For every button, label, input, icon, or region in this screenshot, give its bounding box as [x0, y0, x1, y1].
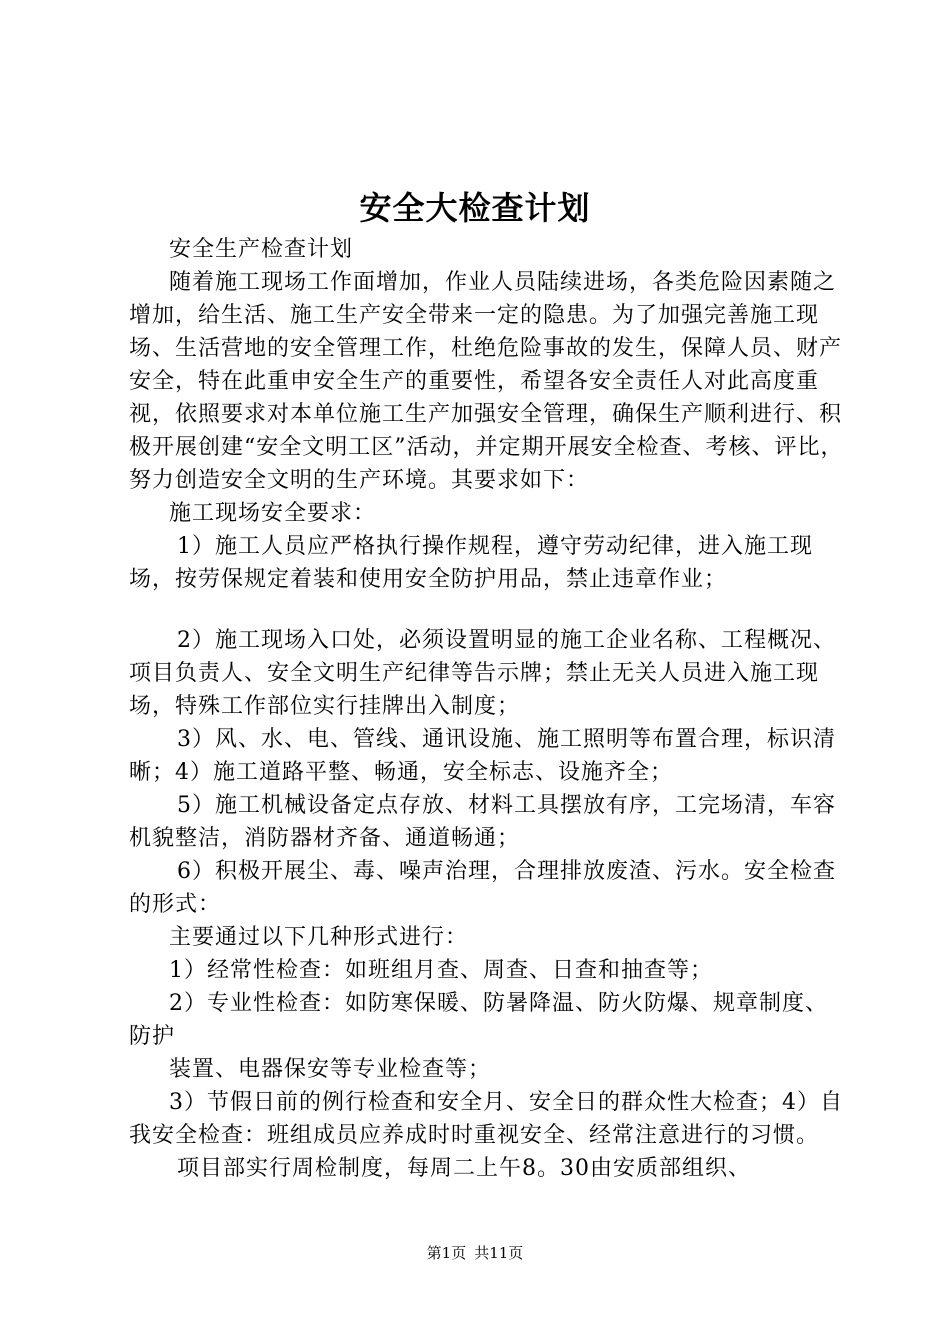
document-body — [129, 233, 849, 1185]
paragraph-item-5: 5）施工机械设备定点存放、材料工具摆放有序，工完场清，车容机貌整洁，消防器材齐备、通道畅通； — [129, 793, 836, 851]
paragraph-weekly-check: 项目部实行周检制度，每周二上午8。30由安质部组织、 — [177, 1156, 751, 1181]
paragraph-form-1: 1）经常性检查：如班组月查、周查、日查和抽查等； — [169, 958, 713, 983]
paragraph-item-1: 1）施工人员应严格执行操作规程，遵守劳动纪律，进入施工现场，按劳保规定着装和使用安全防护用品，禁止违章作业； — [129, 534, 813, 592]
paragraph-item-6: 6）积极开展尘、毒、噪声治理，合理排放废渣、污水。安全检查的形式： — [129, 859, 836, 917]
page-footer — [0, 1243, 950, 1263]
paragraph-form-2-cont: 装置、电器保安等专业检查等； — [169, 1057, 492, 1082]
paragraph-subtitle: 安全生产检查计划 — [169, 237, 354, 262]
paragraph-form-3-4: 3）节假日前的例行检查和安全月、安全日的群众性大检查；4）自我安全检查：班组成员应养成时时重视安全、经常注意进行的习惯。 — [129, 1090, 843, 1148]
page-number: 第1页 — [426, 1244, 467, 1262]
paragraph-item-2: 2）施工现场入口处，必须设置明显的施工企业名称、工程概况、项目负责人、安全文明生产纪律等告示牌；禁止无关人员进入施工现场，特殊工作部位实行挂牌出入制度； — [129, 628, 836, 719]
paragraph-forms-heading: 主要通过以下几种形式进行： — [169, 925, 469, 950]
paragraph-site-requirements-heading: 施工现场安全要求： — [169, 501, 377, 526]
document-title: 安全大检查计划 — [359, 189, 591, 227]
paragraph-intro: 随着施工现场工作面增加，作业人员陆续进场，各类危险因素随之增加，给生活、施工生产安全带来一定的隐患。为了加强完善施工现场、生活营地的安全管理工作，杜绝危险事故的发生，保障人员、财产安全，特在此重申安全生产的重要性，希望各安全责任人对此高度重视，依照要求对本单位施工生产加强安全管理，确保生产顺利进行、积极开展创建“安全文明工区”活动，并定期开展安全检查、考核、评比，努力创造安全文明的生产环境。其要求如下： — [129, 270, 844, 493]
page-total: 共11页 — [474, 1244, 524, 1262]
blank-line — [129, 596, 849, 624]
paragraph-item-3-4: 3）风、水、电、管线、通讯设施、施工照明等布置合理，标识清晰；4）施工道路平整、畅通，安全标志、设施齐全； — [129, 727, 836, 785]
paragraph-form-2: 2）专业性检查：如防寒保暖、防暑降温、防火防爆、规章制度、防护 — [129, 991, 828, 1049]
